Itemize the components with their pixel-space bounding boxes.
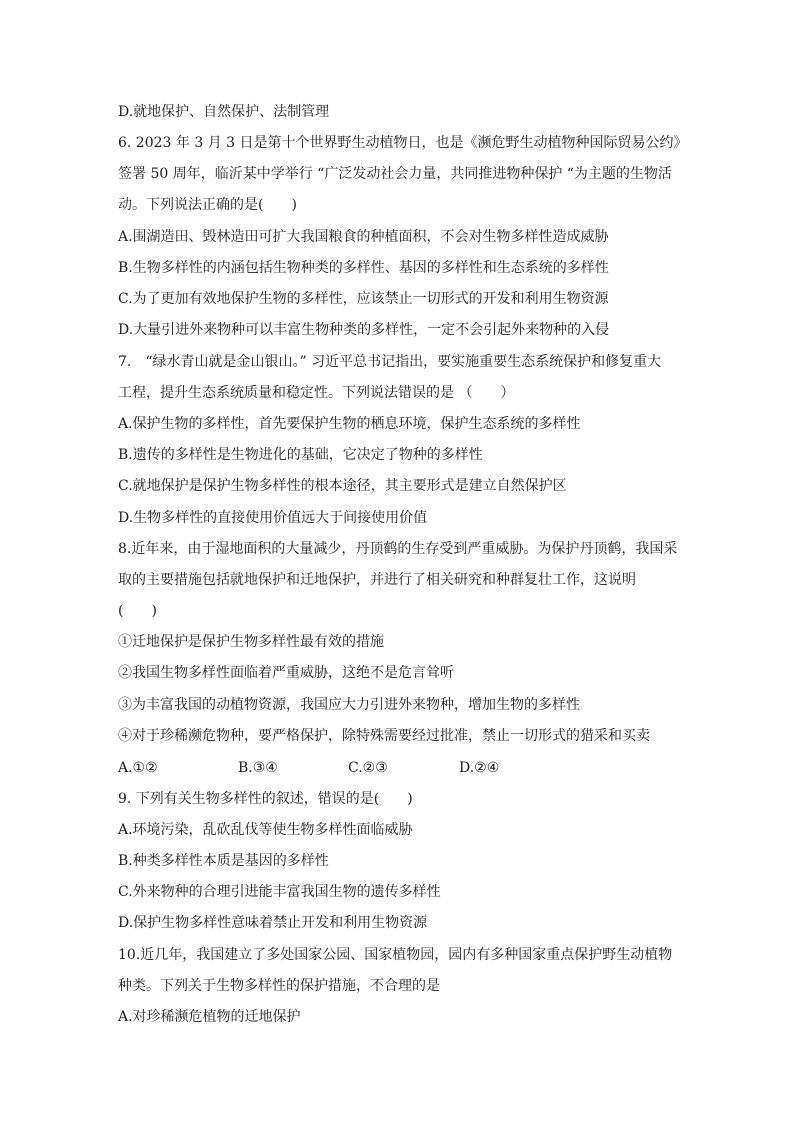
q8-option-a[interactable]: A.①②: [118, 760, 158, 776]
q8-statement-4: ④对于珍稀濒危物种，要严格保护，除特殊需要经过批准，禁止一切形式的猎采和买卖: [118, 728, 650, 744]
q8-option-c[interactable]: C.②③: [348, 760, 388, 776]
q6-stem-line1: 6. 2023 年 3 月 3 日是第十个世界野生动植物日，也是《濒危野生动植物种国际贸易公约》: [118, 135, 688, 151]
q7-option-b[interactable]: B.遗传的多样性是生物进化的基础，它决定了物种的多样性: [118, 447, 483, 463]
q8-stem-line1: 8.近年来，由于湿地面积的大量减少，丹顶鹤的生存受到严重威胁。为保护丹顶鹤，我国采: [118, 541, 678, 557]
q7-option-a[interactable]: A.保护生物的多样性，首先要保护生物的栖息环境，保护生态系统的多样性: [118, 416, 581, 432]
q7-stem-line2: 工程，提升生态系统质量和稳定性。下列说法错误的是 （ ）: [118, 385, 515, 401]
q6-stem-line2: 签署 50 周年，临沂某中学举行 “广泛发动社会力量，共同推进物种保护 “为主题的生物活: [118, 166, 672, 182]
q8-option-d[interactable]: D.②④: [459, 760, 500, 776]
q9-option-b[interactable]: B.种类多样性本质是基因的多样性: [118, 853, 329, 869]
q9-option-a[interactable]: A.环境污染，乱砍乱伐等使生物多样性面临威胁: [118, 822, 413, 838]
q5-option-d[interactable]: D.就地保护、自然保护、法制管理: [118, 104, 330, 120]
q7-option-c[interactable]: C.就地保护是保护生物多样性的根本途径，其主要形式是建立自然保护区: [118, 478, 567, 494]
q10-option-a[interactable]: A.对珍稀濒危植物的迁地保护: [118, 1009, 301, 1025]
q7-option-d[interactable]: D.生物多样性的直接使用价值远大于间接使用价值: [118, 510, 428, 526]
q8-statement-1: ①迁地保护是保护生物多样性最有效的措施: [118, 634, 384, 650]
q6-stem-line3: 动。下列说法正确的是( ): [118, 197, 297, 213]
q6-option-b[interactable]: B.生物多样性的内涵包括生物种类的多样性、基因的多样性和生态系统的多样性: [118, 260, 609, 276]
q10-stem-line1: 10.近几年，我国建立了多处国家公园、国家植物园，园内有多种国家重点保护野生动植物: [118, 947, 673, 963]
q8-stem-line3: ( ): [118, 603, 157, 619]
q8-option-b[interactable]: B.③④: [238, 760, 278, 776]
q9-stem-line1: 9. 下列有关生物多样性的叙述，错误的是( ): [118, 791, 413, 807]
q9-option-c[interactable]: C.外来物种的合理引进能丰富我国生物的遗传多样性: [118, 884, 441, 900]
q6-option-a[interactable]: A.围湖造田、毁林造田可扩大我国粮食的种植面积，不会对生物多样性造成威胁: [118, 229, 609, 245]
q8-stem-line2: 取的主要措施包括就地保护和迁地保护，并进行了相关研究和种群复壮工作，这说明: [118, 572, 636, 588]
q8-statement-2: ②我国生物多样性面临着严重威胁，这绝不是危言耸听: [118, 665, 454, 681]
q6-option-c[interactable]: C.为了更加有效地保护生物的多样性，应该禁止一切形式的开发和利用生物资源: [118, 291, 609, 307]
q10-stem-line2: 种类。下列关于生物多样性的保护措施，不合理的是: [118, 978, 440, 994]
q6-option-d[interactable]: D.大量引进外来物种可以丰富生物种类的多样性，一定不会引起外来物种的入侵: [118, 322, 610, 338]
q8-statement-3: ③为丰富我国的动植物资源，我国应大力引进外来物种，增加生物的多样性: [118, 697, 580, 713]
q8-options-row: [118, 758, 638, 778]
q9-option-d[interactable]: D.保护生物多样性意味着禁止开发和利用生物资源: [118, 915, 428, 931]
q7-stem-line1: 7. “绿水青山就是金山银山。” 习近平总书记指出，要实施重要生态系统保护和修复重大: [118, 354, 662, 370]
